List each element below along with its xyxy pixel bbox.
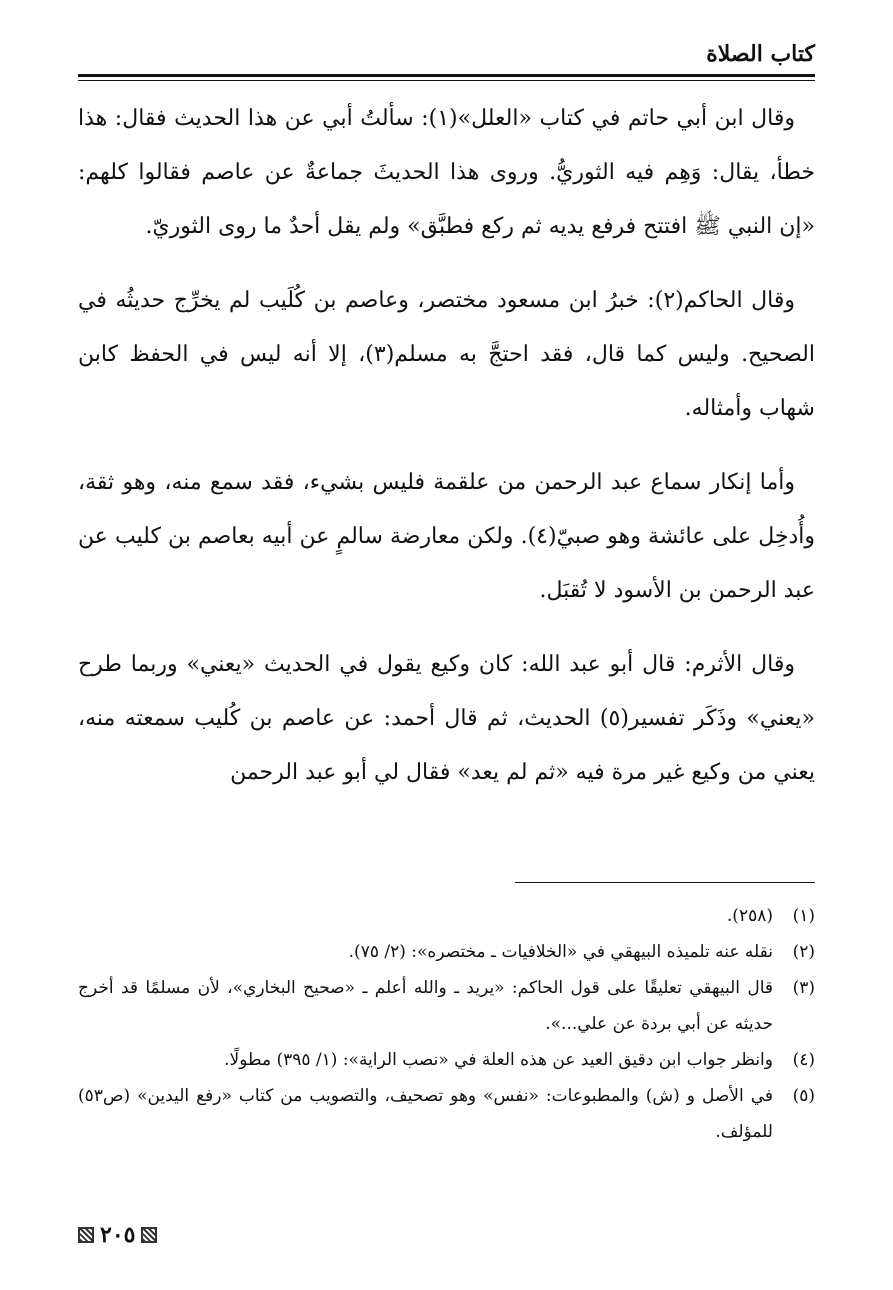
page-number <box>78 1222 157 1248</box>
paragraph-3: وأما إنكار سماع عبد الرحمن من علقمة فليس بشيء، فقد سمع منه، وهو ثقة، وأُدخِل على عائشة وهو صبيّ(٤). ولكن معارضة سالمٍ عن أبيه بعاصم بن كليب عن عبد الرحمن بن الأسود لا تُقبَل. <box>78 470 816 603</box>
footnote-text: قال البيهقي تعليقًا على قول الحاكم: «يريد ـ والله أعلم ـ «صحيح البخاري»، لأن مسلمًا قد أخرج حديثه عن أبي بردة عن علي...». <box>78 978 773 1034</box>
footnote-number: (٣) <box>792 978 815 998</box>
page-number-value: ٢٠٥ <box>100 1222 136 1248</box>
footnote-number: (١) <box>792 906 815 926</box>
footnote-text: وانظر جواب ابن دقيق العيد عن هذه العلة في «نصب الراية»: (١/ ٣٩٥) مطولًا. <box>224 1050 773 1070</box>
footnotes <box>78 898 815 1150</box>
footnote-4 <box>78 1042 815 1078</box>
footnote-2 <box>78 934 815 970</box>
paragraph-2: وقال الحاكم(٢): خبرُ ابن مسعود مختصر، وعاصم بن كُلَيب لم يخرِّج حديثُه في الصحيح. وليس كما قال، فقد احتجَّ به مسلم(٣)، إلا أنه ليس في الحفظ كابن شهاب وأمثاله. <box>78 288 815 421</box>
footnote-text: في الأصل و (ش) والمطبوعات: «نفس» وهو تصحيف، والتصويب من كتاب «رفع اليدين» (ص٥٣) للمؤلف. <box>78 1086 773 1142</box>
ornament-icon <box>78 1227 94 1243</box>
paragraph-4: وقال الأثرم: قال أبو عبد الله: كان وكيع يقول في الحديث «يعني» وربما طرح «يعني» وذَكَر تفسير(٥) الحديث، ثم قال أحمد: عن عاصم بن كُليب سمعته منه، يعني من وكيع غير مرة فيه «ثم لم يعد» فقال لي أبو عبد الرحمن <box>78 652 815 785</box>
footnote-number: (٤) <box>792 1050 815 1070</box>
header-rule-thin <box>78 80 815 81</box>
footnote-number: (٥) <box>792 1086 815 1106</box>
footnote-1 <box>78 898 815 934</box>
chapter-title: كتاب الصلاة <box>706 41 815 67</box>
footnote-3 <box>78 970 815 1042</box>
paragraph-1: وقال ابن أبي حاتم في كتاب «العلل»(١): سألتُ أبي عن هذا الحديث فقال: هذا خطأ، يقال: وَهِم فيه الثوريُّ. وروى هذا الحديثَ جماعةٌ عن عاصم فقالوا كلهم: «إن النبي ﷺ افتتح فرفع يديه ثم ركع فطبَّق» ولم يقل أحدٌ ما روى الثوريّ. <box>78 106 815 239</box>
footnote-text: نقله عنه تلميذه البيهقي في «الخلافيات ـ مختصره»: (٢/ ٧٥). <box>348 942 773 962</box>
footnote-number: (٢) <box>792 942 815 962</box>
footnote-text: (٢٥٨). <box>726 906 773 926</box>
running-header <box>78 38 815 70</box>
main-text <box>78 92 815 820</box>
header-rule <box>78 74 815 77</box>
footnote-5 <box>78 1078 815 1150</box>
ornament-icon <box>141 1227 157 1243</box>
book-page <box>78 30 815 1270</box>
footnote-separator <box>515 882 815 883</box>
